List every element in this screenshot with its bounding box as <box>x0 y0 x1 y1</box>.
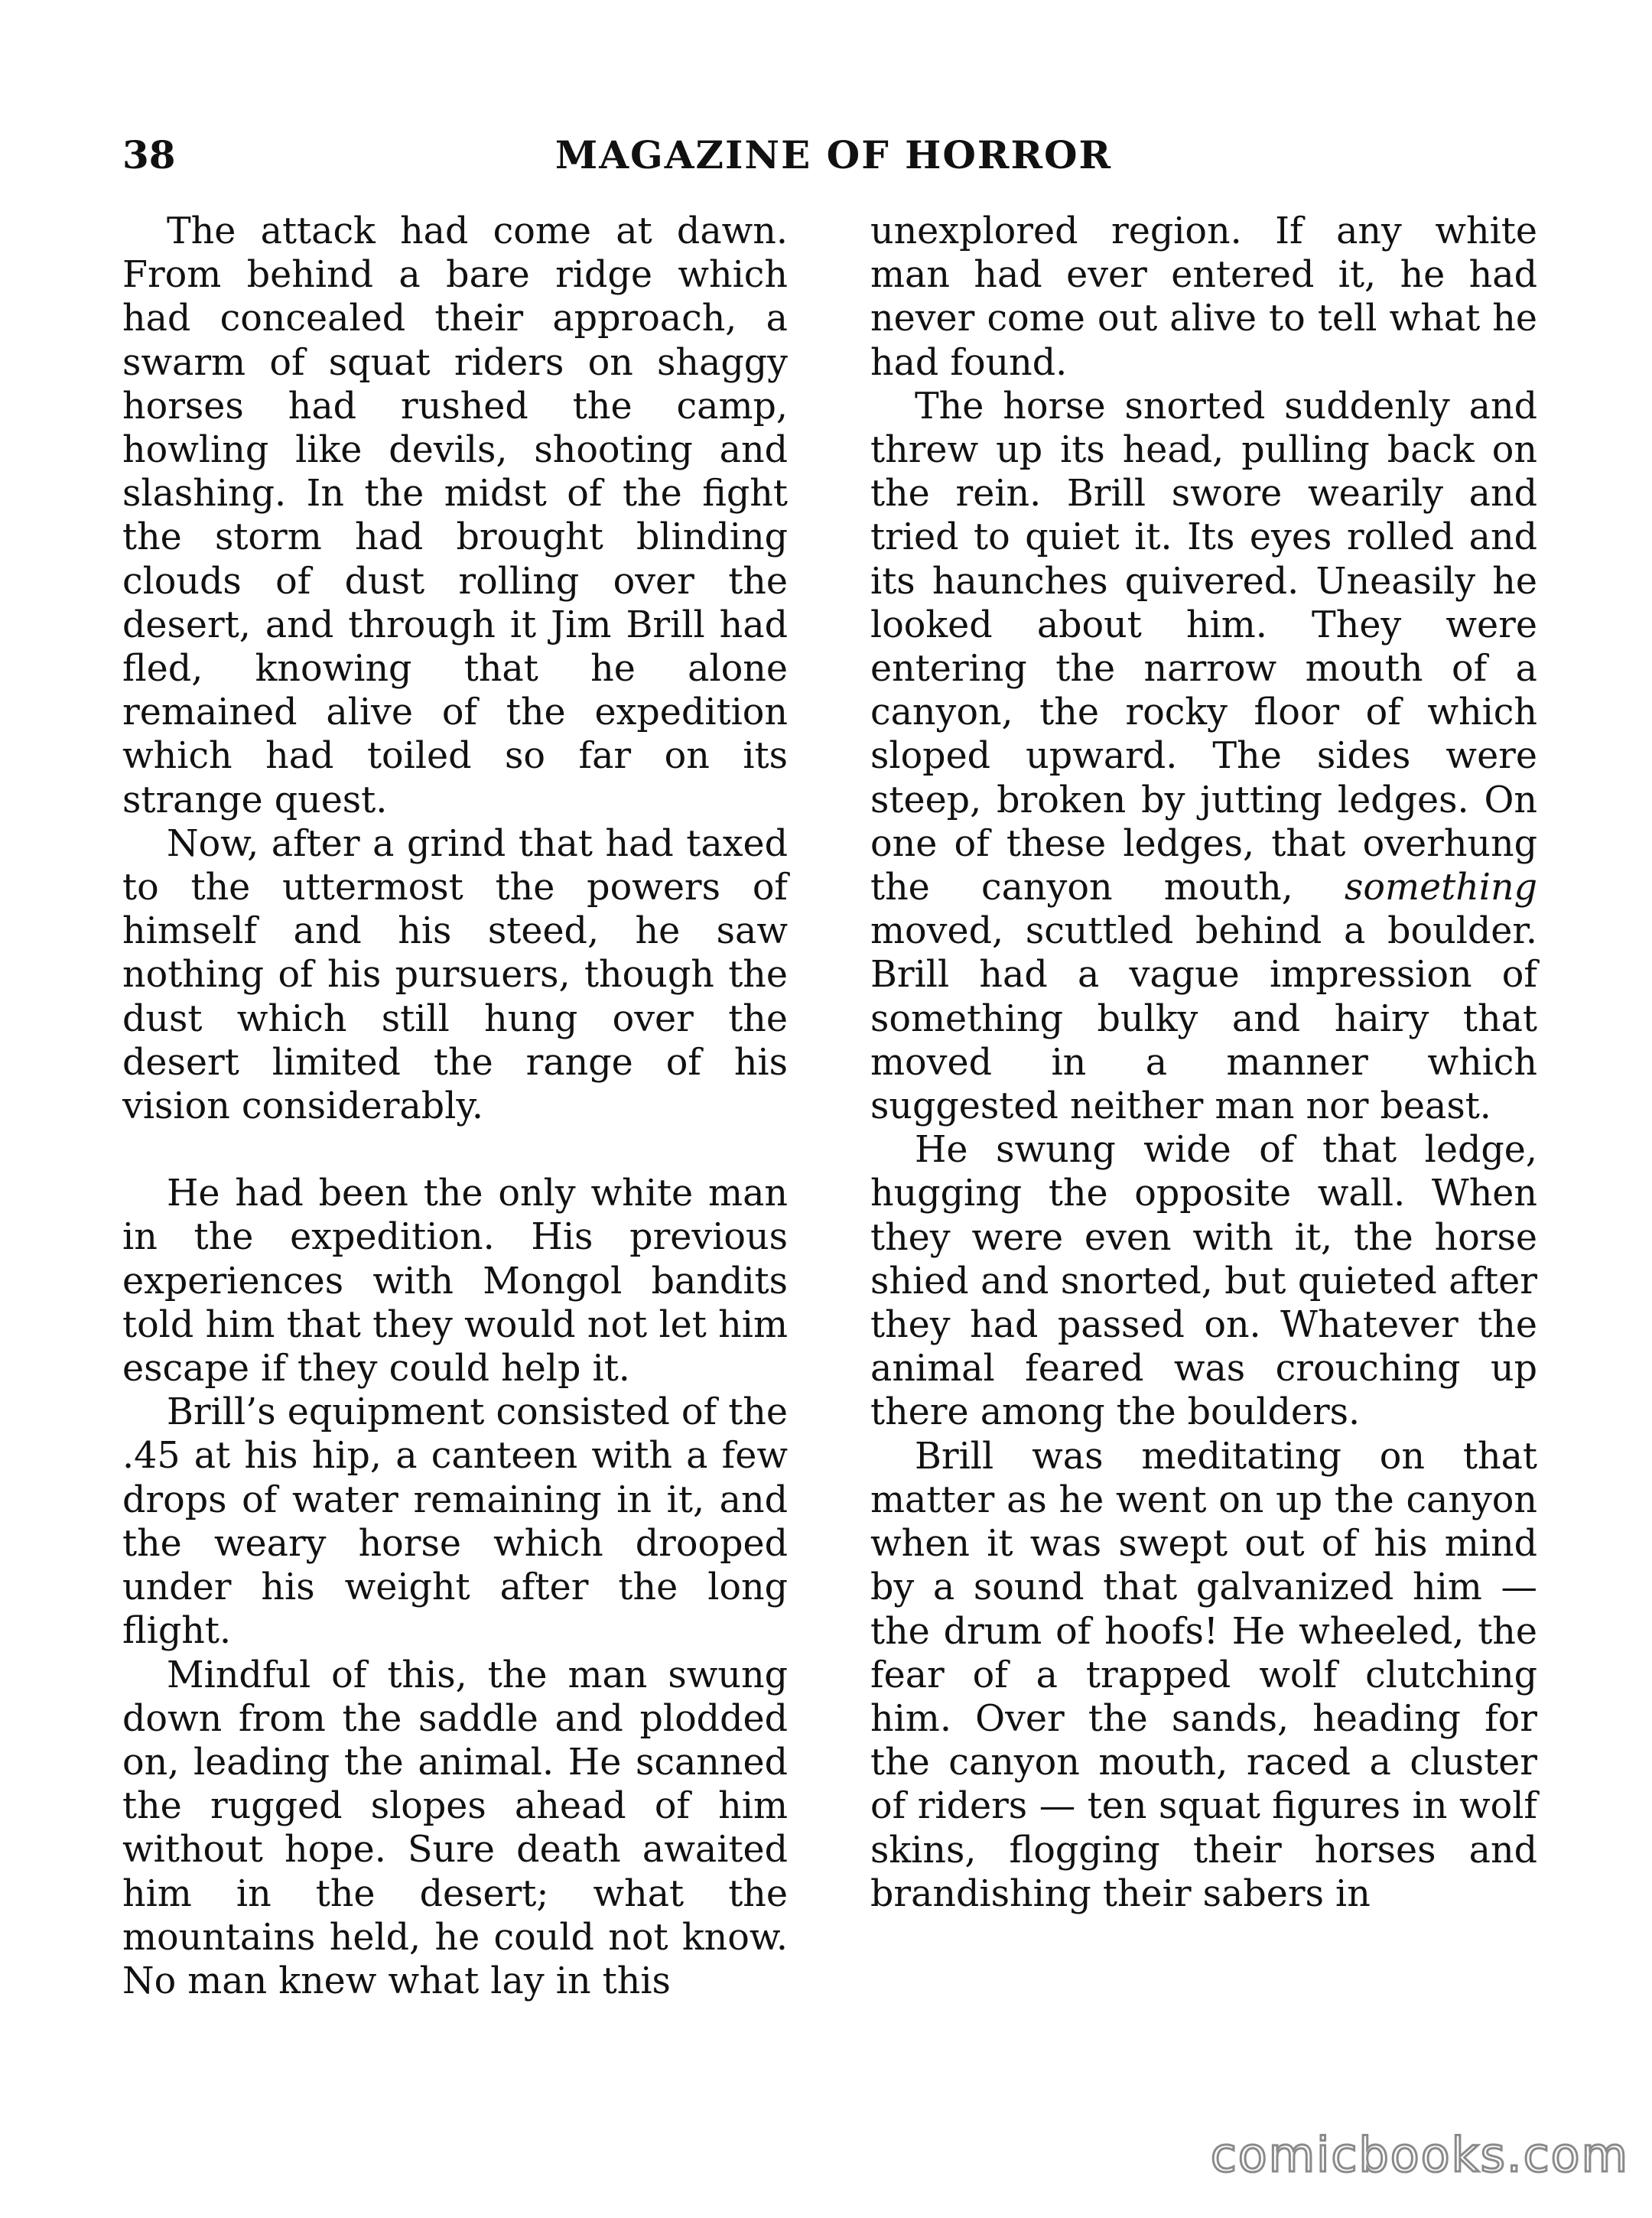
paragraph-continued: unexplored region. If any white man had ever entered it, he had never come out alive to tell what he had found. <box>870 210 1537 384</box>
paragraph <box>870 385 1537 1128</box>
paragraph-text: moved, scuttled behind a boulder. Brill had a vague impression of something bulky and hairy that moved in a manner which suggested neither man nor beast. <box>870 910 1537 1128</box>
paragraph: Mindful of this, the man swung down from the saddle and plodded on, leading the animal. He scanned the rugged slopes ahead of him without hope. Sure death awaited him in the desert; what the mountains held, he could not know. No man knew what lay in this <box>122 1654 788 2002</box>
page-number: 38 <box>122 132 176 177</box>
paragraph-text: The horse snorted suddenly and threw up its head, pulling back on the rein. Brill swore wearily and tried to quiet it. Its eyes rolled and its haunches quivered. Uneasily he looked about him. They were entering the narrow mouth of a canyon, the rocky floor of which sloped upward. The sides were steep, broken by jutting ledges. On one of these ledges, that overhung the canyon mouth, <box>870 385 1537 909</box>
watermark: comicbooks.com <box>1210 2127 1629 2183</box>
paragraph: Now, after a grind that had taxed to the uttermost the powers of himself and his steed, he saw nothing of his pursuers, though the dust which still hung over the desert limited the range of his vision considerably. <box>122 822 788 1128</box>
paragraph: Brill’s equipment consisted of the .45 at his hip, a canteen with a few drops of water remaining in it, and the weary horse which drooped under his weight after the long flight. <box>122 1391 788 1653</box>
paragraph: He had been the only white man in the expedition. His previous experiences with Mongol bandits told him that they would not let him escape if they could help it. <box>122 1172 788 1390</box>
emphasized-word: something <box>1344 867 1537 909</box>
paragraph: He swung wide of that ledge, hugging the opposite wall. When they were even with it, the horse shied and snorted, but quieted after they had passed on. Whatever the animal feared was crouching up there among the boulders. <box>870 1129 1537 1434</box>
page-header <box>122 128 1545 182</box>
running-title: MAGAZINE OF HORROR <box>554 132 1113 177</box>
paragraph: Brill was meditating on that matter as he went on up the canyon when it was swept out of his mind by a sound that galvanized him — the drum of hoofs! He wheeled, the fear of a trapped wolf clutching him. Over the sands, heading for the canyon mouth, raced a cluster of riders — ten squat figures in wolf skins, flogging their horses and brandishing their sabers in <box>870 1435 1537 1915</box>
paragraph: The attack had come at dawn. From behind a bare ridge which had concealed their approach, a swarm of squat riders on shaggy horses had rushed the camp, howling like devils, shooting and slashing. In the midst of the fight the storm had brought blinding clouds of dust rolling over the desert, and through it Jim Brill had fled, knowing that he alone remained alive of the expedition which had toiled so far on its strange quest. <box>122 210 788 821</box>
left-column <box>122 210 788 2003</box>
right-column <box>870 210 1537 1916</box>
